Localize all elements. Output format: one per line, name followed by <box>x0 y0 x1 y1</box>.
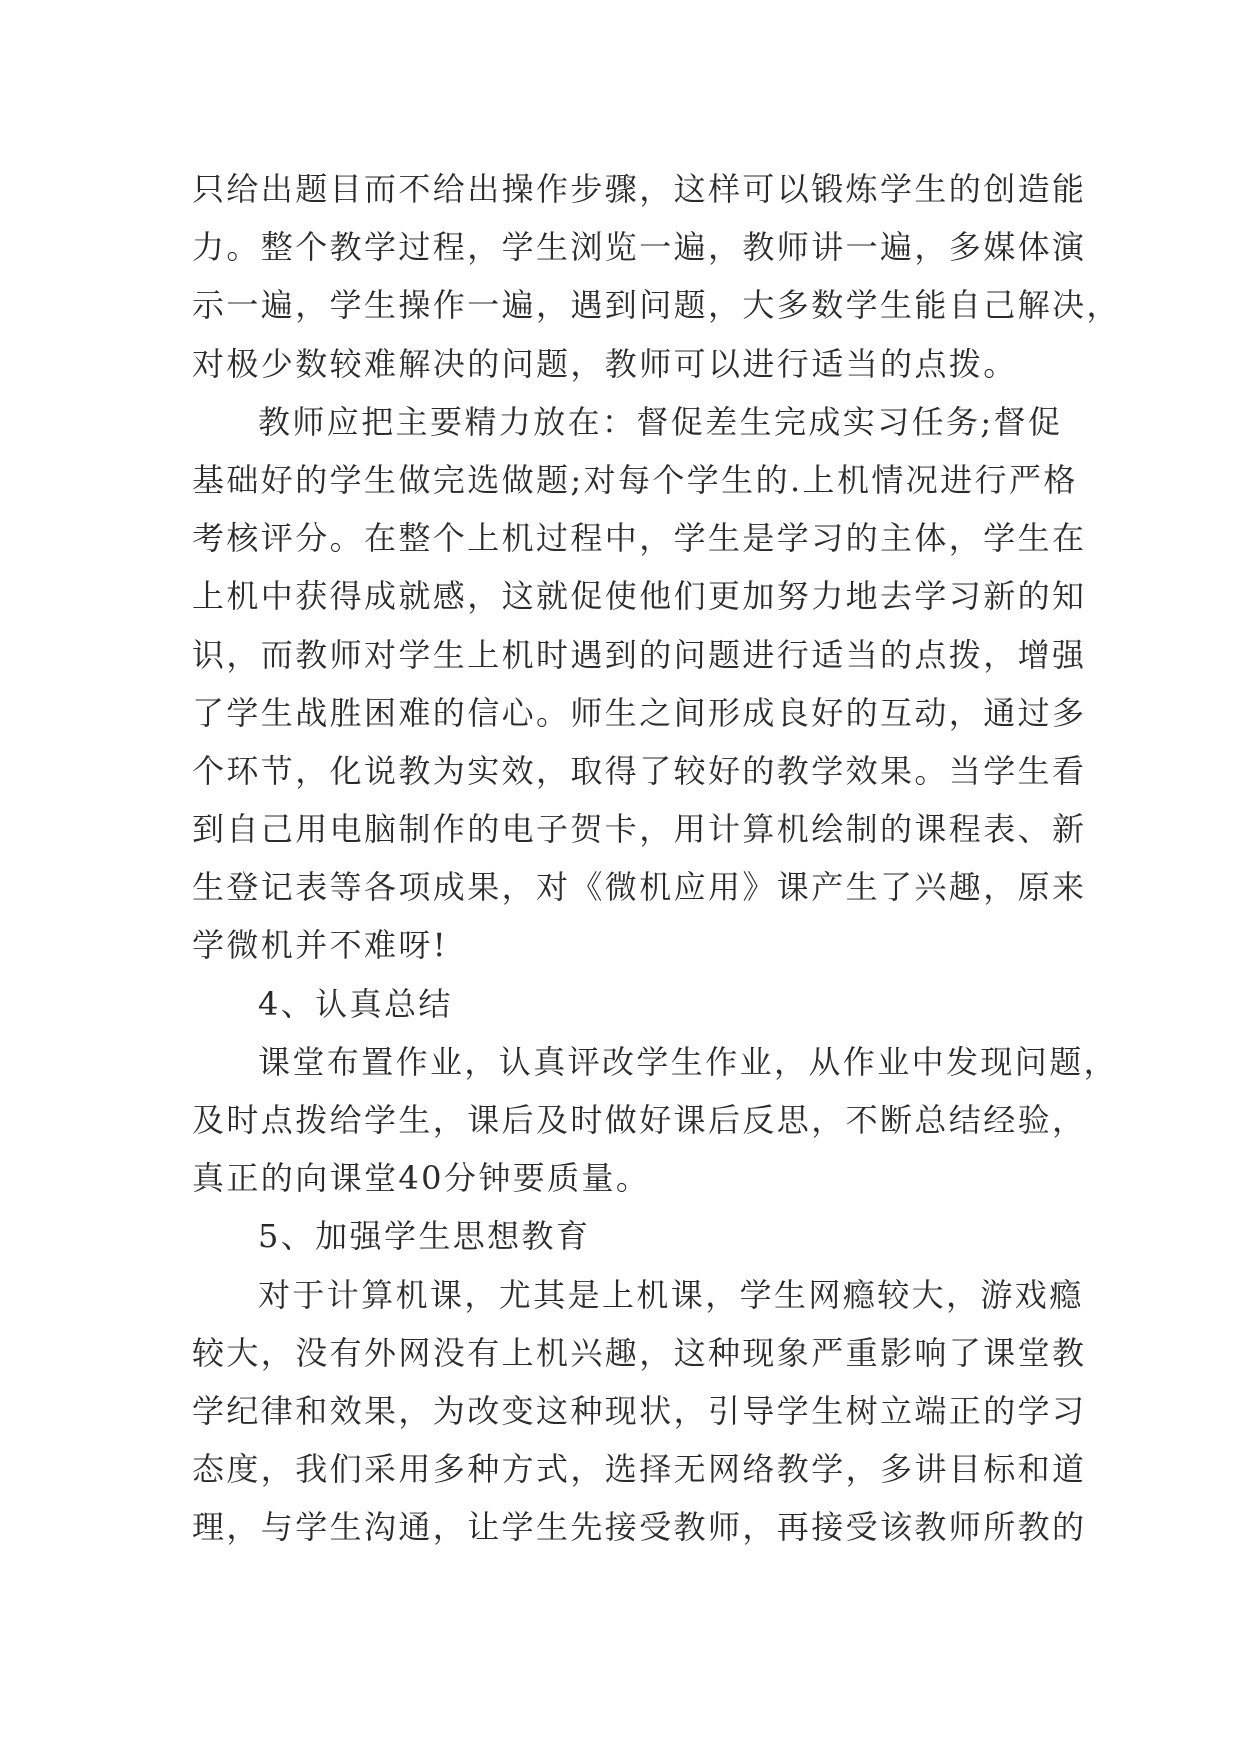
text-line: 对极少数较难解决的问题，教师可以进行适当的点拨。 <box>192 344 1018 383</box>
text-line: 理，与学生沟通，让学生先接受教师，再接受该教师所教的 <box>192 1508 1087 1547</box>
body-text <box>192 160 1121 1557</box>
text-line: 考核评分。在整个上机过程中，学生是学习的主体，学生在 <box>192 519 1087 558</box>
text-line: 真正的向课堂40分钟要质量。 <box>192 1159 651 1198</box>
text-line: 学纪律和效果，为改变这种现状，引导学生树立端正的学习 <box>192 1391 1087 1430</box>
text-line: 了学生战胜困难的信心。师生之间形成良好的互动，通过多 <box>192 693 1087 732</box>
text-line: 基础好的学生做完选做题;对每个学生的.上机情况进行严格 <box>192 460 1078 499</box>
text-line: 识，而教师对学生上机时遇到的问题进行适当的点拨，增强 <box>192 635 1087 674</box>
text-line: 学微机并不难呀! <box>192 926 449 965</box>
text-line: 及时点拨给学生，课后及时做好课后反思，不断总结经验， <box>192 1101 1087 1139</box>
text-line: 较大，没有外网没有上机兴趣，这种现象严重影响了课堂教 <box>192 1333 1087 1372</box>
text-line: 5、加强学生思想教育 <box>258 1217 591 1256</box>
text-line: 对于计算机课，尤其是上机课，学生网瘾较大，游戏瘾 <box>258 1275 1084 1314</box>
text-line: 教师应把主要精力放在：督促差生完成实习任务;督促 <box>258 402 1063 441</box>
text-line: 态度，我们采用多种方式，选择无网络教学，多讲目标和道 <box>192 1450 1087 1489</box>
text-line: 到自己用电脑制作的电子贺卡，用计算机绘制的课程表、新 <box>192 810 1087 849</box>
text-line: 4、认真总结 <box>258 984 453 1023</box>
text-line: 只给出题目而不给出操作步骤，这样可以锻炼学生的创造能 <box>192 170 1087 208</box>
text-line: 生登记表等各项成果，对《微机应用》课产生了兴趣，原来 <box>192 868 1087 907</box>
text-line: 示一遍，学生操作一遍，遇到问题，大多数学生能自己解决， <box>192 286 1121 325</box>
text-line: 力。整个教学过程，学生浏览一遍，教师讲一遍，多媒体演 <box>192 228 1087 267</box>
text-line: 个环节，化说教为实效，取得了较好的教学效果。当学生看 <box>192 751 1087 790</box>
text-line: 上机中获得成就感，这就促使他们更加努力地去学习新的知 <box>192 577 1087 616</box>
text-line: 课堂布置作业，认真评改学生作业，从作业中发现问题， <box>258 1042 1119 1081</box>
